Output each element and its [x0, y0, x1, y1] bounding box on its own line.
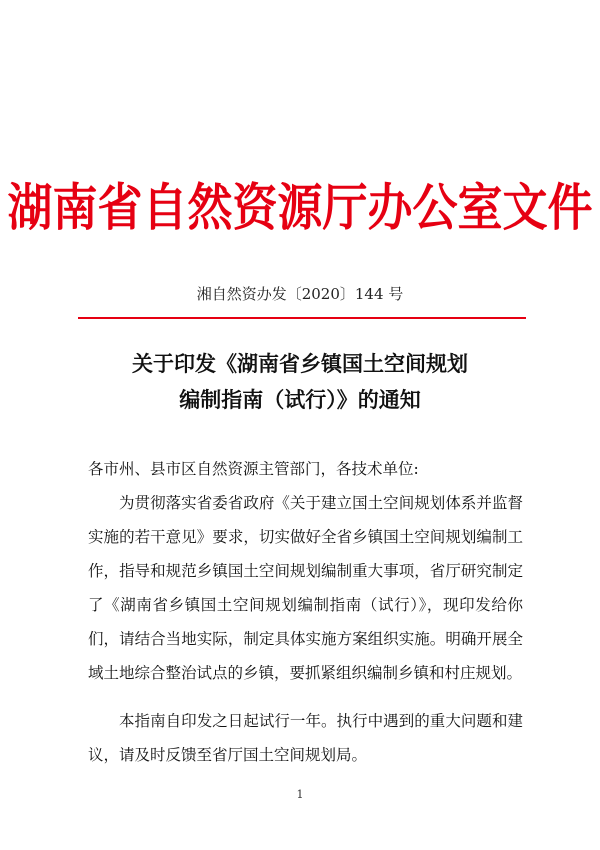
red-separator-line	[78, 317, 526, 319]
page-number: 1	[296, 788, 304, 801]
issuing-office-header: 湖南省自然资源厅办公室文件	[7, 177, 593, 238]
body-paragraph-1: 为贯彻落实省委省政府《关于建立国土空间规划体系并监督实施的若干意见》要求，切实做好全省乡镇国土空间规划编制工作，指导和规范乡镇国土空间规划编制重大事项，省厅研究制定了《湖南省乡镇国土空间规划编制指南（试行）》，现印发给你们，请结合当地实际，制定具体实施方案组织实施。明确开展全域土地综合整治试点的乡镇，要抓紧组织编制乡镇和村庄规划。	[88, 494, 523, 682]
body-paragraph-2: 本指南自印发之日起试行一年。执行中遇到的重大问题和建议，请及时反馈至省厅国土空间规划局。	[88, 712, 523, 764]
document-number: 湘自然资办发〔2020〕144 号	[196, 285, 404, 303]
document-title-line-2: 编制指南（试行）》的通知	[179, 387, 421, 412]
document-title	[0, 346, 600, 418]
document-title-line-1: 关于印发《湖南省乡镇国土空间规划	[132, 351, 468, 376]
addressee: 各市州、县市区自然资源主管部门，各技术单位:	[88, 460, 419, 478]
